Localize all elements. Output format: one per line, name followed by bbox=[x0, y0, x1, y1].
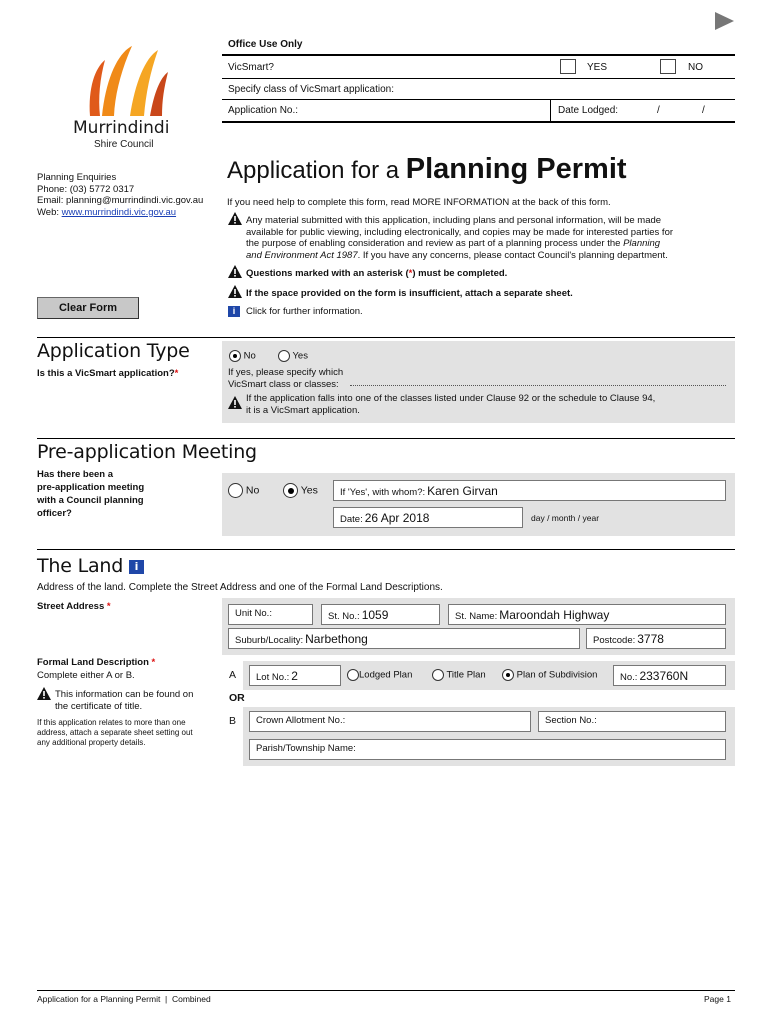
click-info-text: Click for further information. bbox=[246, 306, 363, 317]
preapp-question bbox=[37, 468, 144, 520]
certificate-note bbox=[55, 689, 193, 712]
council-subtitle: Shire Council bbox=[94, 139, 154, 150]
web-link[interactable]: www.murrindindi.vic.gov.au bbox=[61, 206, 177, 218]
note-line: If the application falls into one of the classes listed under Clause 92 or the schedule to Clause 94, bbox=[246, 393, 656, 404]
street-label-text: Street Address bbox=[37, 601, 105, 612]
or-label: OR bbox=[229, 692, 245, 704]
street-name-field[interactable] bbox=[448, 604, 726, 625]
preapp-q-line: Has there been a bbox=[37, 469, 114, 480]
multi-address-note bbox=[37, 718, 193, 748]
vicsmart-no-radio[interactable] bbox=[229, 350, 241, 362]
page-title bbox=[227, 153, 627, 186]
preapp-date-field[interactable] bbox=[333, 507, 523, 528]
footer-left: Application for a Planning Permit | Combined bbox=[37, 994, 211, 1004]
warning-icon bbox=[37, 687, 51, 700]
lot-label: Lot No.: bbox=[256, 672, 290, 683]
preapp-title: Pre-application Meeting bbox=[37, 441, 257, 463]
complete-either: Complete either A or B. bbox=[37, 670, 135, 681]
footer-page: Page 1 bbox=[704, 994, 731, 1004]
date-slash: / bbox=[702, 105, 705, 116]
asterisk-text: ) must be completed. bbox=[412, 268, 508, 279]
office-no-label: NO bbox=[688, 62, 703, 73]
street-address-label bbox=[37, 601, 111, 612]
vicsmart-question-text: Is this a VicSmart application? bbox=[37, 368, 175, 379]
suburb-field[interactable] bbox=[228, 628, 580, 649]
multi-line: If this application relates to more than one bbox=[37, 718, 186, 727]
asterisk-notice bbox=[246, 268, 507, 279]
office-date-lodged: Date Lodged: bbox=[558, 105, 619, 116]
vicsmart-note bbox=[246, 393, 655, 416]
vicsmart-no-option[interactable] bbox=[229, 350, 256, 362]
info-icon[interactable]: i bbox=[228, 306, 240, 317]
email: Email: planning@murrindindi.vic.gov.au bbox=[37, 195, 204, 206]
unit-no-field[interactable] bbox=[228, 604, 313, 625]
office-yes-checkbox[interactable] bbox=[560, 59, 576, 74]
land-title bbox=[37, 555, 144, 577]
cert-line: This information can be found on bbox=[55, 689, 194, 700]
material-line: Any material submitted with this application, including plans and personal information, will be made bbox=[246, 215, 662, 226]
vicsmart-yes-label: Yes bbox=[292, 350, 308, 362]
crown-allotment-field[interactable] bbox=[249, 711, 531, 732]
title-plan-radio[interactable] bbox=[432, 669, 444, 681]
preapp-yes-option[interactable] bbox=[283, 483, 318, 498]
lodged-plan-radio[interactable] bbox=[347, 669, 359, 681]
title-plan-label: Title Plan bbox=[446, 669, 486, 681]
crown-label: Crown Allotment No.: bbox=[256, 715, 346, 726]
note-line: it is a VicSmart application. bbox=[246, 404, 360, 416]
application-type-title: Application Type bbox=[37, 340, 190, 362]
council-logo bbox=[60, 38, 200, 156]
preapp-q-line: with a Council planning bbox=[37, 495, 144, 506]
space-notice: If the space provided on the form is insufficient, attach a separate sheet. bbox=[246, 288, 573, 299]
planning-enquiries: Planning Enquiries bbox=[37, 172, 117, 183]
st-name-label: St. Name: bbox=[455, 611, 498, 622]
plan-subdivision-radio[interactable] bbox=[502, 669, 514, 681]
st-name-value: Maroondah Highway bbox=[499, 608, 610, 622]
required-star: * bbox=[106, 601, 111, 612]
lot-no-field[interactable] bbox=[249, 665, 341, 686]
vicsmart-yes-radio[interactable] bbox=[278, 350, 290, 362]
lodged-plan-option[interactable] bbox=[347, 669, 412, 681]
office-specify-class: Specify class of VicSmart application: bbox=[228, 84, 395, 95]
clear-form-button[interactable]: Clear Form bbox=[37, 297, 139, 319]
material-line: available for public viewing, including electronically, and copies may be made for interested parties for bbox=[246, 226, 674, 238]
unit-label: Unit No.: bbox=[235, 608, 272, 619]
vicsmart-yes-option[interactable] bbox=[278, 350, 308, 362]
contact-block bbox=[37, 172, 203, 218]
council-name: Murrindindi bbox=[73, 118, 170, 138]
land-intro: Address of the land. Complete the Street Address and one of the Formal Land Descriptions. bbox=[37, 582, 443, 593]
web-label: Web: bbox=[37, 206, 62, 218]
preapp-q-line: officer? bbox=[37, 508, 72, 519]
phone: Phone: (03) 5772 0317 bbox=[37, 183, 135, 195]
date-value: 26 Apr 2018 bbox=[364, 511, 430, 525]
title-plan-option[interactable] bbox=[432, 669, 486, 681]
office-no-checkbox[interactable] bbox=[660, 59, 676, 74]
whom-value: Karen Girvan bbox=[427, 484, 498, 498]
office-use-title: Office Use Only bbox=[228, 39, 303, 50]
warning-icon bbox=[228, 396, 242, 409]
date-hint: day / month / year bbox=[531, 513, 600, 523]
date-label: Date: bbox=[340, 514, 363, 525]
preapp-yes-label: Yes bbox=[300, 484, 318, 497]
multi-line: address, attach a separate sheet setting out bbox=[37, 728, 193, 737]
parish-label: Parish/Township Name: bbox=[256, 743, 356, 754]
postcode-label: Postcode: bbox=[593, 635, 636, 646]
date-slash: / bbox=[657, 105, 660, 116]
preapp-yes-radio[interactable] bbox=[283, 483, 298, 498]
vicsmart-specify bbox=[228, 367, 343, 390]
office-vicsmart-label: VicSmart? bbox=[228, 62, 274, 73]
section-label: Section No.: bbox=[545, 715, 597, 726]
suburb-value: Narbethong bbox=[305, 632, 368, 646]
cert-line: the certificate of title. bbox=[55, 700, 143, 712]
asterisk-text: Questions marked with an asterisk ( bbox=[246, 268, 409, 279]
st-no-value: 1059 bbox=[361, 608, 389, 622]
whom-label: If 'Yes', with whom?: bbox=[340, 487, 426, 498]
vicsmart-class-input[interactable] bbox=[350, 385, 726, 386]
option-a-label: A bbox=[229, 669, 237, 681]
land-title-text: The Land bbox=[37, 555, 124, 577]
material-line: the purpose of enabling consideration and review as part of a planning process under the bbox=[246, 238, 624, 249]
plan-subdivision-option[interactable] bbox=[502, 669, 597, 681]
plan-subdivision-label: Plan of Subdivision bbox=[516, 669, 598, 681]
option-b-label: B bbox=[229, 715, 237, 727]
preapp-no-option[interactable] bbox=[228, 483, 259, 498]
specify-line: If yes, please specify which bbox=[228, 367, 344, 378]
vicsmart-question bbox=[37, 368, 178, 379]
lodged-plan-label: Lodged Plan bbox=[359, 669, 413, 681]
suburb-label: Suburb/Locality: bbox=[235, 635, 304, 646]
asterisk-star: * bbox=[408, 268, 413, 279]
parish-field[interactable] bbox=[249, 739, 726, 760]
plan-no-field[interactable] bbox=[613, 665, 726, 686]
plan-no-value: 233760N bbox=[639, 669, 689, 683]
specify-line: VicSmart class or classes: bbox=[228, 378, 339, 390]
lot-value: 2 bbox=[291, 669, 298, 683]
st-no-label: St. No.: bbox=[328, 611, 360, 622]
land-info-icon[interactable]: i bbox=[129, 560, 144, 574]
street-no-field[interactable] bbox=[321, 604, 440, 625]
office-application-no: Application No.: bbox=[228, 105, 299, 116]
multi-line: any additional property details. bbox=[37, 738, 146, 747]
plan-no-label: No.: bbox=[620, 672, 638, 683]
office-yes-label: YES bbox=[587, 62, 608, 73]
warning-icon bbox=[228, 285, 242, 298]
required-star: * bbox=[151, 657, 156, 668]
next-page-arrow-icon[interactable] bbox=[713, 11, 735, 31]
warning-icon bbox=[228, 265, 242, 278]
material-notice bbox=[246, 215, 726, 261]
formal-land-label bbox=[37, 657, 155, 668]
formal-label-text: Formal Land Description bbox=[37, 657, 149, 668]
preapp-whom-field[interactable] bbox=[333, 480, 726, 501]
postcode-value: 3778 bbox=[637, 632, 664, 646]
material-italic: Planning bbox=[623, 238, 661, 249]
preapp-q-line: pre-application meeting bbox=[37, 482, 145, 493]
required-star: * bbox=[174, 368, 179, 379]
section-no-field[interactable] bbox=[538, 711, 726, 732]
material-line: . If you have any concerns, please contact Council's planning department. bbox=[357, 249, 668, 261]
help-text: If you need help to complete this form, read MORE INFORMATION at the back of this form. bbox=[227, 197, 611, 208]
title-main: Planning Permit bbox=[405, 153, 627, 185]
vicsmart-no-label: No bbox=[243, 350, 256, 362]
warning-icon bbox=[228, 212, 242, 225]
title-prefix: Application for a bbox=[227, 157, 406, 184]
preapp-no-label: No bbox=[245, 484, 260, 497]
material-italic: and Environment Act 1987 bbox=[246, 249, 358, 261]
preapp-no-radio[interactable] bbox=[228, 483, 243, 498]
postcode-field[interactable] bbox=[586, 628, 726, 649]
